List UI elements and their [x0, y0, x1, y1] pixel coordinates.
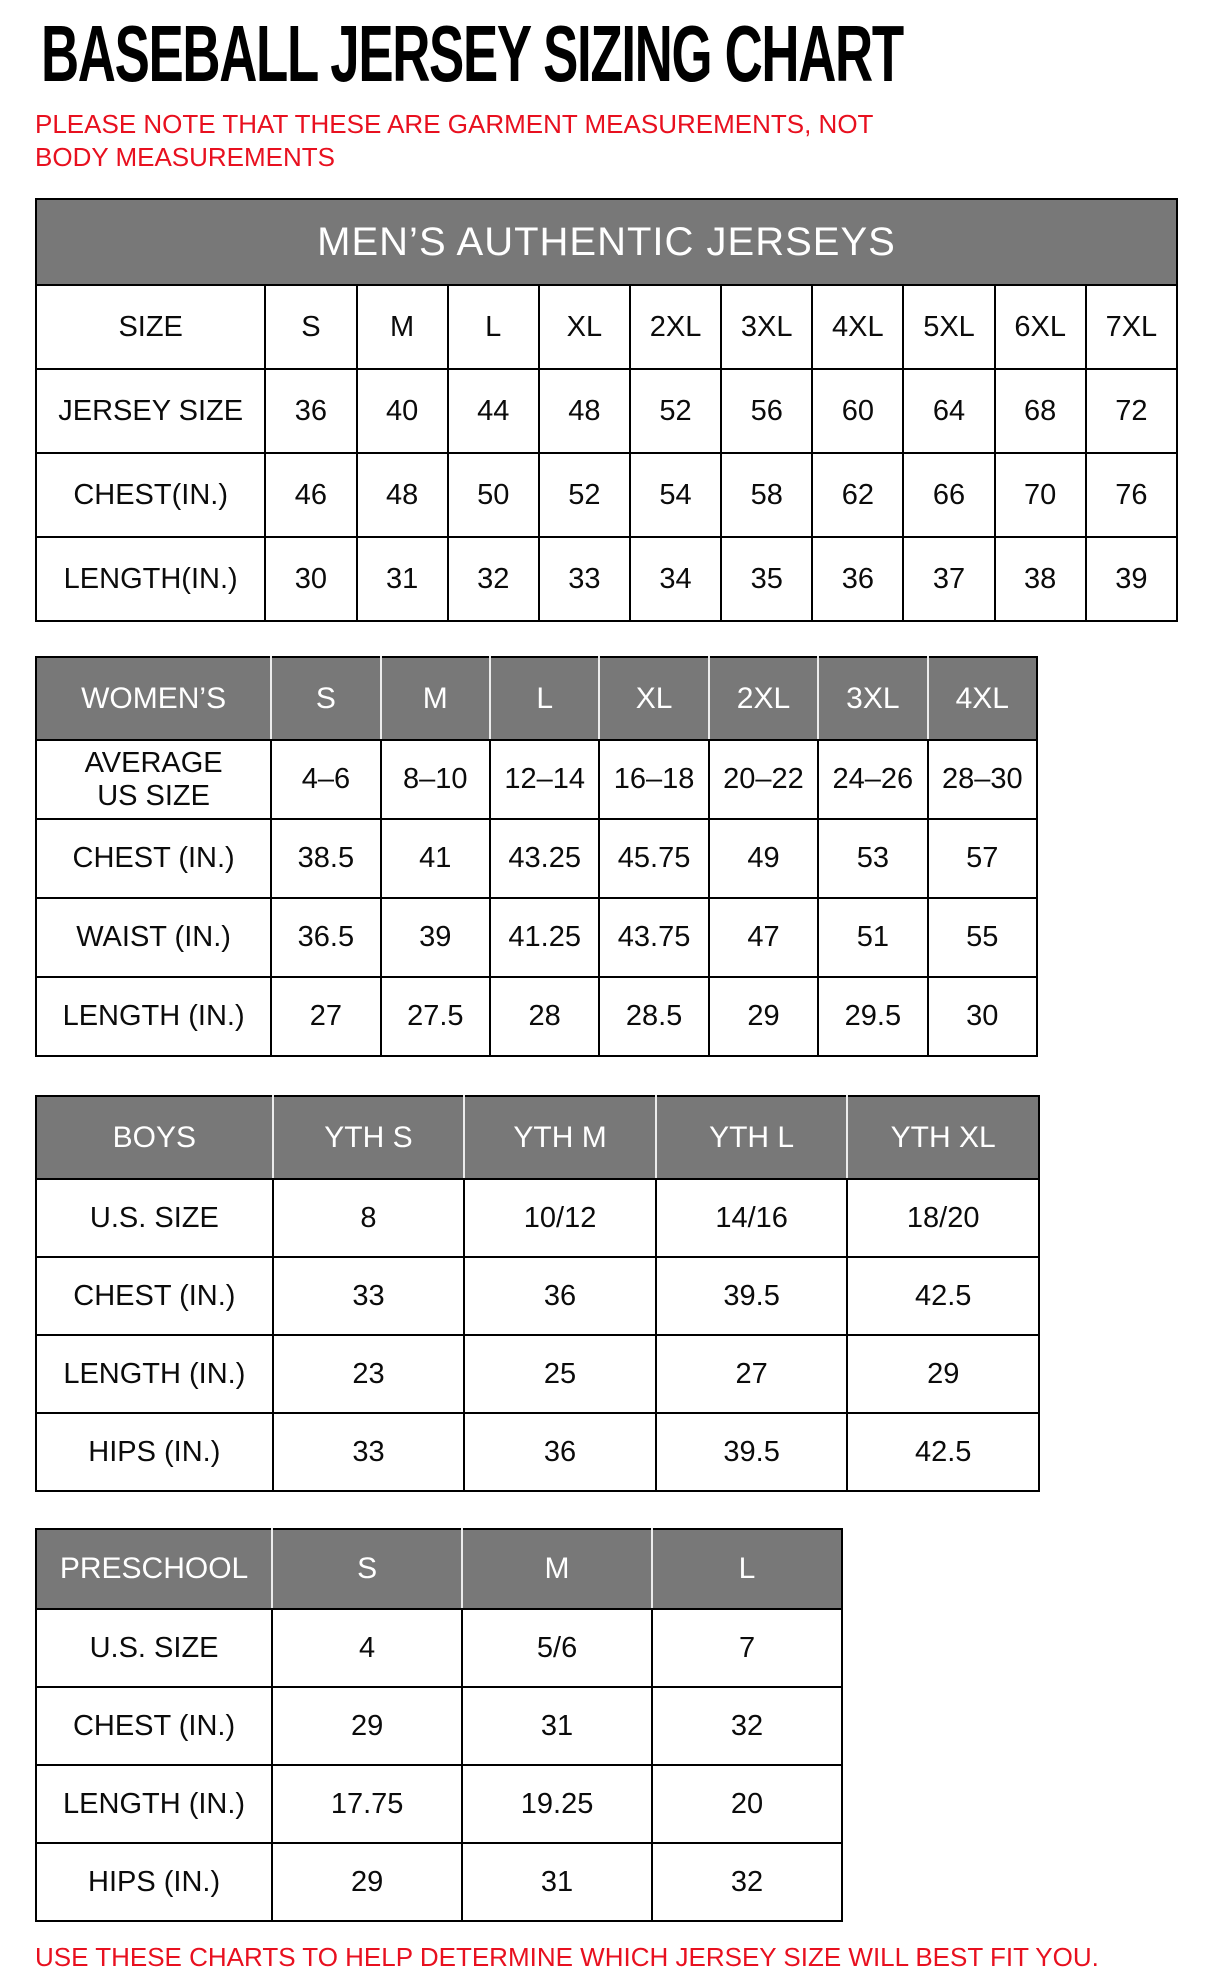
- value-cell: 30: [928, 977, 1037, 1056]
- value-cell: 29: [709, 977, 818, 1056]
- value-cell: 47: [709, 898, 818, 977]
- table-row: [36, 898, 1037, 977]
- value-cell: 36.5: [271, 898, 380, 977]
- value-cell: 50: [448, 453, 539, 537]
- value-cell: 46: [265, 453, 356, 537]
- value-cell: 58: [721, 453, 812, 537]
- value-cell: 41.25: [490, 898, 599, 977]
- preschool-sizing-table: [35, 1528, 843, 1922]
- table-row: [36, 819, 1037, 898]
- column-header: 4XL: [928, 657, 1037, 740]
- value-cell: 20–22: [709, 740, 818, 819]
- column-header: 2XL: [630, 285, 721, 369]
- row-label: CHEST(IN.): [36, 453, 265, 537]
- value-cell: 39.5: [656, 1413, 848, 1491]
- value-cell: 12–14: [490, 740, 599, 819]
- value-cell: 36: [812, 537, 903, 621]
- value-cell: 4: [272, 1609, 462, 1687]
- row-label: HIPS (IN.): [36, 1843, 272, 1921]
- table-row: [36, 1843, 842, 1921]
- value-cell: 8: [273, 1179, 465, 1257]
- value-cell: 36: [464, 1413, 656, 1491]
- column-header: YTH S: [273, 1096, 465, 1179]
- table-row: [36, 1179, 1039, 1257]
- garment-measurements-note: PLEASE NOTE THAT THESE ARE GARMENT MEASUREMENTS, NOT BODY MEASUREMENTS: [35, 109, 873, 173]
- value-cell: 72: [1086, 369, 1177, 453]
- value-cell: 44: [448, 369, 539, 453]
- column-header: YTH L: [656, 1096, 848, 1179]
- mens-banner: MEN’S AUTHENTIC JERSEYS: [36, 199, 1177, 285]
- value-cell: 60: [812, 369, 903, 453]
- table-row: [36, 1609, 842, 1687]
- row-label: HIPS (IN.): [36, 1413, 273, 1491]
- row-label: CHEST (IN.): [36, 819, 271, 898]
- table-row: [36, 369, 1177, 453]
- value-cell: 32: [652, 1687, 842, 1765]
- value-cell: 38.5: [271, 819, 380, 898]
- value-cell: 38: [995, 537, 1086, 621]
- value-cell: 29: [272, 1843, 462, 1921]
- page-title: BASEBALL JERSEY SIZING CHART: [41, 9, 903, 98]
- column-header: 4XL: [812, 285, 903, 369]
- table-row: [36, 1687, 842, 1765]
- value-cell: 28: [490, 977, 599, 1056]
- value-cell: 42.5: [847, 1257, 1039, 1335]
- value-cell: 76: [1086, 453, 1177, 537]
- value-cell: 36: [464, 1257, 656, 1335]
- mens-authentic-jerseys-table: [35, 198, 1178, 622]
- value-cell: 23: [273, 1335, 465, 1413]
- column-header: S: [271, 657, 380, 740]
- value-cell: 4–6: [271, 740, 380, 819]
- value-cell: 33: [273, 1413, 465, 1491]
- value-cell: 29.5: [818, 977, 927, 1056]
- boys-sizing-table: [35, 1095, 1040, 1492]
- table-header-row: [36, 1529, 842, 1609]
- value-cell: 17.75: [272, 1765, 462, 1843]
- value-cell: 29: [847, 1335, 1039, 1413]
- value-cell: 48: [539, 369, 630, 453]
- table-row: [36, 1413, 1039, 1491]
- value-cell: 5/6: [462, 1609, 652, 1687]
- table-title-cell: BOYS: [36, 1096, 273, 1179]
- row-label: LENGTH (IN.): [36, 1765, 272, 1843]
- value-cell: 37: [903, 537, 994, 621]
- value-cell: 8–10: [381, 740, 490, 819]
- value-cell: 40: [357, 369, 448, 453]
- value-cell: 52: [539, 453, 630, 537]
- value-cell: 39: [381, 898, 490, 977]
- column-header: L: [652, 1529, 842, 1609]
- value-cell: 53: [818, 819, 927, 898]
- value-cell: 33: [273, 1257, 465, 1335]
- table-header-row: [36, 1096, 1039, 1179]
- value-cell: 7: [652, 1609, 842, 1687]
- value-cell: 27: [656, 1335, 848, 1413]
- column-header: YTH M: [464, 1096, 656, 1179]
- column-header: 7XL: [1086, 285, 1177, 369]
- column-header: S: [272, 1529, 462, 1609]
- table-title-cell: SIZE: [36, 285, 265, 369]
- table-row: [36, 537, 1177, 621]
- value-cell: 19.25: [462, 1765, 652, 1843]
- chart-usage-footer: USE THESE CHARTS TO HELP DETERMINE WHICH JERSEY SIZE WILL BEST FIT YOU.: [35, 1942, 1099, 1973]
- value-cell: 16–18: [599, 740, 708, 819]
- value-cell: 33: [539, 537, 630, 621]
- value-cell: 39: [1086, 537, 1177, 621]
- value-cell: 20: [652, 1765, 842, 1843]
- column-header: S: [265, 285, 356, 369]
- table-row: [36, 740, 1037, 819]
- value-cell: 43.25: [490, 819, 599, 898]
- value-cell: 18/20: [847, 1179, 1039, 1257]
- value-cell: 51: [818, 898, 927, 977]
- column-header: YTH XL: [847, 1096, 1039, 1179]
- column-header: XL: [599, 657, 708, 740]
- table-title-cell: PRESCHOOL: [36, 1529, 272, 1609]
- row-label: LENGTH (IN.): [36, 977, 271, 1056]
- value-cell: 28–30: [928, 740, 1037, 819]
- value-cell: 31: [462, 1843, 652, 1921]
- table-row: [36, 1257, 1039, 1335]
- column-header: L: [490, 657, 599, 740]
- row-label: U.S. SIZE: [36, 1609, 272, 1687]
- value-cell: 57: [928, 819, 1037, 898]
- value-cell: 32: [652, 1843, 842, 1921]
- row-label: LENGTH (IN.): [36, 1335, 273, 1413]
- column-header: XL: [539, 285, 630, 369]
- column-header: 3XL: [818, 657, 927, 740]
- value-cell: 39.5: [656, 1257, 848, 1335]
- table-row: [36, 1765, 842, 1843]
- value-cell: 34: [630, 537, 721, 621]
- value-cell: 32: [448, 537, 539, 621]
- value-cell: 70: [995, 453, 1086, 537]
- value-cell: 28.5: [599, 977, 708, 1056]
- table-header-row: [36, 657, 1037, 740]
- value-cell: 27.5: [381, 977, 490, 1056]
- row-label: CHEST (IN.): [36, 1687, 272, 1765]
- value-cell: 31: [357, 537, 448, 621]
- value-cell: 45.75: [599, 819, 708, 898]
- value-cell: 48: [357, 453, 448, 537]
- value-cell: 64: [903, 369, 994, 453]
- value-cell: 30: [265, 537, 356, 621]
- column-header: 3XL: [721, 285, 812, 369]
- column-header: M: [357, 285, 448, 369]
- table-banner-row: [36, 199, 1177, 285]
- column-header: 5XL: [903, 285, 994, 369]
- value-cell: 49: [709, 819, 818, 898]
- value-cell: 43.75: [599, 898, 708, 977]
- value-cell: 10/12: [464, 1179, 656, 1257]
- row-label: JERSEY SIZE: [36, 369, 265, 453]
- value-cell: 66: [903, 453, 994, 537]
- womens-sizing-table: [35, 656, 1038, 1057]
- column-header: 2XL: [709, 657, 818, 740]
- value-cell: 27: [271, 977, 380, 1056]
- row-label: LENGTH(IN.): [36, 537, 265, 621]
- value-cell: 54: [630, 453, 721, 537]
- value-cell: 14/16: [656, 1179, 848, 1257]
- value-cell: 55: [928, 898, 1037, 977]
- value-cell: 68: [995, 369, 1086, 453]
- value-cell: 25: [464, 1335, 656, 1413]
- column-header: M: [462, 1529, 652, 1609]
- column-header: L: [448, 285, 539, 369]
- value-cell: 24–26: [818, 740, 927, 819]
- table-row: [36, 453, 1177, 537]
- value-cell: 29: [272, 1687, 462, 1765]
- row-label: AVERAGE US SIZE: [36, 740, 271, 819]
- value-cell: 41: [381, 819, 490, 898]
- row-label: WAIST (IN.): [36, 898, 271, 977]
- table-header-row: [36, 285, 1177, 369]
- value-cell: 35: [721, 537, 812, 621]
- value-cell: 36: [265, 369, 356, 453]
- table-row: [36, 1335, 1039, 1413]
- value-cell: 52: [630, 369, 721, 453]
- row-label: CHEST (IN.): [36, 1257, 273, 1335]
- row-label: U.S. SIZE: [36, 1179, 273, 1257]
- value-cell: 62: [812, 453, 903, 537]
- value-cell: 42.5: [847, 1413, 1039, 1491]
- value-cell: 56: [721, 369, 812, 453]
- table-title-cell: WOMEN’S: [36, 657, 271, 740]
- column-header: 6XL: [995, 285, 1086, 369]
- value-cell: 31: [462, 1687, 652, 1765]
- column-header: M: [381, 657, 490, 740]
- table-row: [36, 977, 1037, 1056]
